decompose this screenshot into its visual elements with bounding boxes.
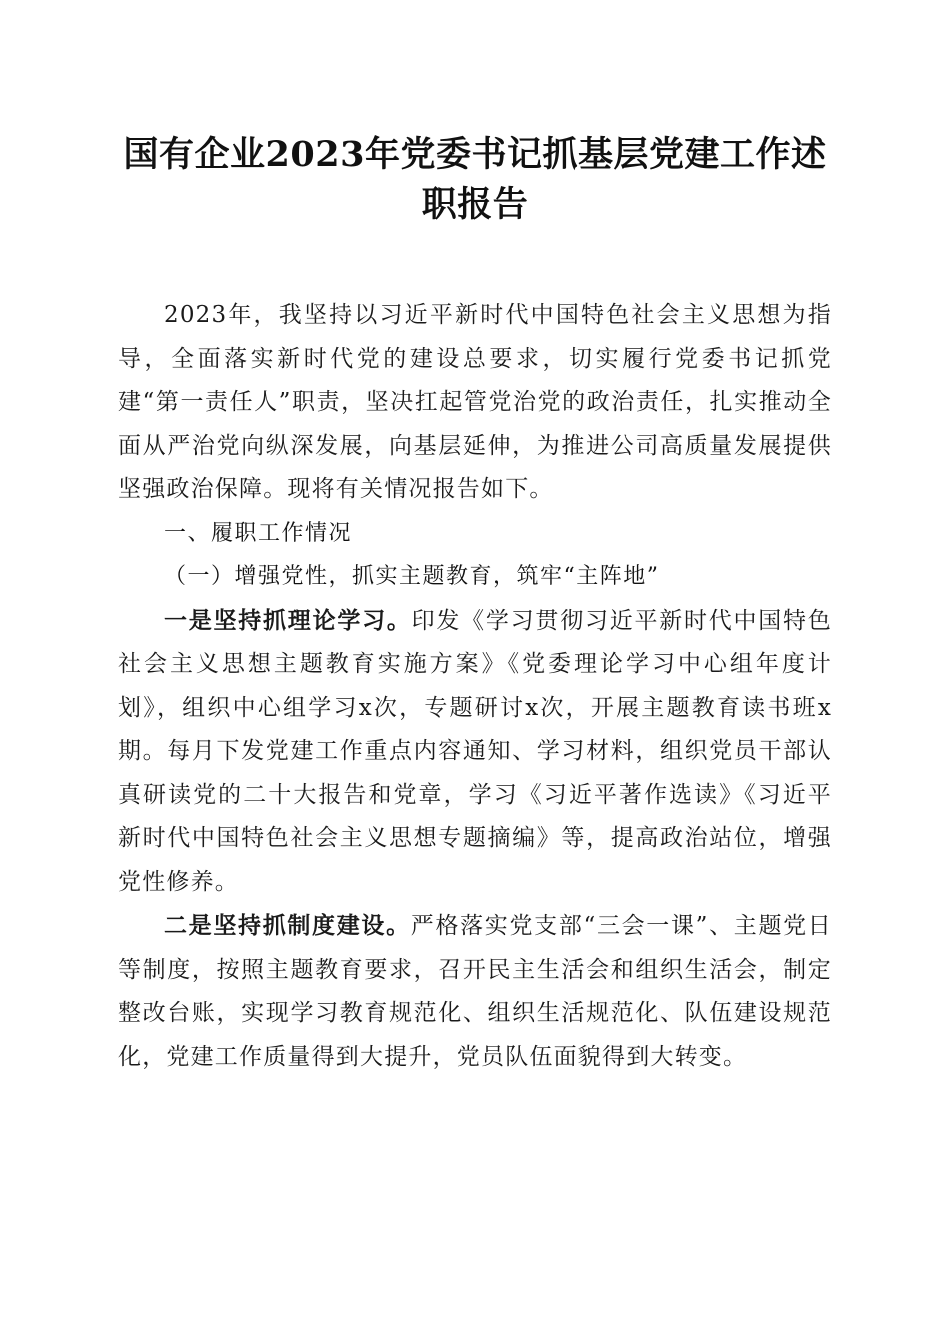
document-body	[118, 294, 832, 1079]
point-2-text: 严格落实党支部“三会一课”、主题党日等制度，按照主题教育要求，召开民主生活会和组织生活会，制定整改台账，实现学习教育规范化、组织生活规范化、队伍建设规范化，党建工作质量得到大提升，党员队伍面貌得到大转变。	[118, 913, 833, 1070]
point-paragraph-1	[118, 599, 832, 905]
section-heading-1: 一、履职工作情况	[164, 520, 353, 546]
point-1-text: 印发《学习贯彻习近平新时代中国特色社会主义思想主题教育实施方案》《党委理论学习中心组年度计划》，组织中心组学习x次，专题研讨x次，开展主题教育读书班x期。每月下发党建工作重点内容通知、学习材料，组织党员干部认真研读党的二十大报告和党章，学习《习近平著作选读》《习近平新时代中国特色社会主义思想专题摘编》等，提高政治站位，增强党性修养。	[118, 607, 833, 895]
point-2-lead: 二是坚持抓制度建设。	[164, 912, 411, 939]
point-1-lead: 一是坚持抓理论学习。	[164, 606, 412, 634]
intro-paragraph: 2023年，我坚持以习近平新时代中国特色社会主义思想为指导，全面落实新时代党的建设总要求，切实履行党委书记抓党建“第一责任人”职责，坚决扛起管党治党的政治责任，扎实推动全面从严治党向纵深发展，向基层延伸，为推进公司高质量发展提供坚强政治保障。现将有关情况报告如下。	[118, 302, 832, 502]
document-page	[118, 130, 832, 1079]
point-paragraph-2	[118, 904, 832, 1079]
document-title: 国有企业2023年党委书记抓基层党建工作述职报告	[123, 134, 827, 225]
subsection-heading-1: （一）增强党性，抓实主题教育，筑牢“主阵地”	[164, 564, 660, 589]
